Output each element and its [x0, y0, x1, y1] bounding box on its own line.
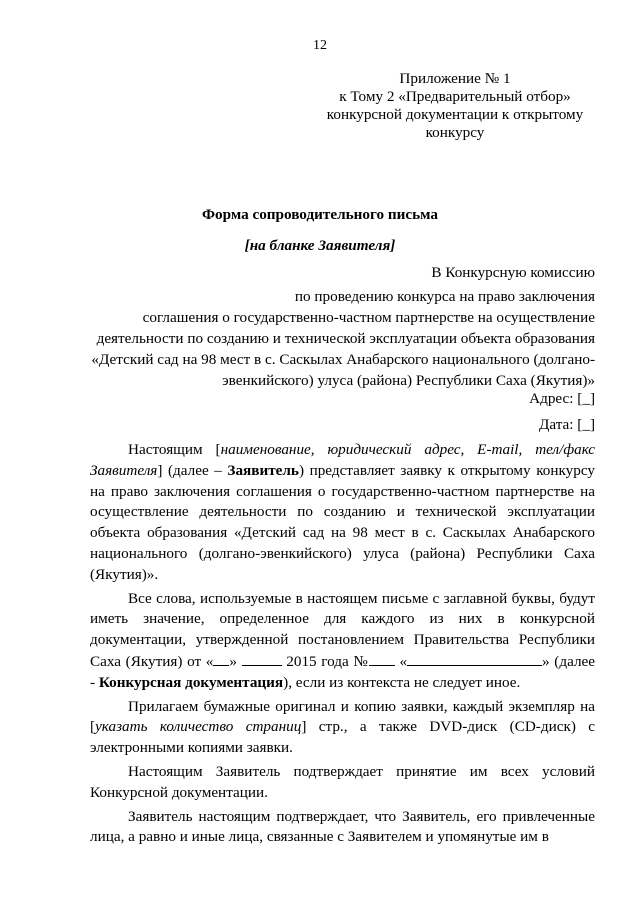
blank-month: [242, 651, 282, 666]
annex-line: Приложение № 1: [399, 70, 511, 87]
addressee-line: эвенкийского) улуса (района) Республики Саха (Якутия)»: [222, 372, 595, 389]
form-title: Форма сопроводительного письма: [201, 206, 439, 223]
date-field: Дата: [_]: [539, 416, 595, 433]
letterhead-note: [на бланке Заявителя]: [244, 237, 396, 254]
blank-number: [369, 651, 395, 666]
annex-line: конкурсу: [425, 124, 485, 141]
paragraph-applicant: Настоящим [наименование, юридический адрес, E-mail, тел/факс Заявителя] (далее – Заявитель) представляет заявку к открытому конкурсу на право заключения соглашения о государственно-частном партнерстве на осуществление деятельности по созданию и технической эксплуатации объекта образования «Детский сад на 98 мест в с. Саскылах Анабарского национального (долгано-эвенкийского) улуса (района) Республики Саха (Якутия)».: [90, 441, 596, 583]
paragraph-attachments: Прилагаем бумажные оригинал и копию заявки, каждый экземпляр на [указать количество страниц] стр., а также DVD-диск (CD-диск) с электронными копиями заявки.: [90, 697, 596, 757]
blank-day: [213, 651, 229, 666]
blank-title: [407, 651, 542, 666]
address-field: Адрес: [_]: [529, 390, 595, 407]
paragraph-acceptance: Настоящим Заявитель подтверждает принятие им всех условий Конкурсной документации.: [90, 762, 595, 801]
addressee-line: В Конкурсную комиссию: [431, 264, 595, 281]
annex-line: к Тому 2 «Предварительный отбор»: [339, 88, 571, 105]
addressee-line: «Детский сад на 98 мест в с. Саскылах Анабарского национального (долгано-: [91, 351, 595, 368]
annex-header: [320, 70, 590, 142]
paragraph-definitions: Все слова, используемые в настоящем письме с заглавной буквы, будут иметь значение, определенное для каждого из них в конкурсной документации, утвержденной постановлением Правительства Республики Саха (Якутия) от « » 2015 года № « » (далее - Конкурсная документация), если из контекста не следует иное.: [90, 589, 595, 691]
addressee-block: [75, 262, 595, 391]
addressee-line: соглашения о государственно-частном партнерстве на осуществление: [142, 309, 595, 326]
addressee-line: деятельности по созданию и технической эксплуатации объекта образования: [96, 330, 595, 347]
annex-line: конкурсной документации к открытому: [326, 106, 584, 123]
page-number: 12: [313, 38, 327, 53]
addressee-line: по проведению конкурса на право заключения: [294, 288, 595, 305]
letter-body: [90, 440, 595, 848]
paragraph-confirmation: Заявитель настоящим подтверждает, что Заявитель, его привлеченные лица, а равно и иные лица, связанные с Заявителем и упомянутые им в: [90, 807, 595, 846]
